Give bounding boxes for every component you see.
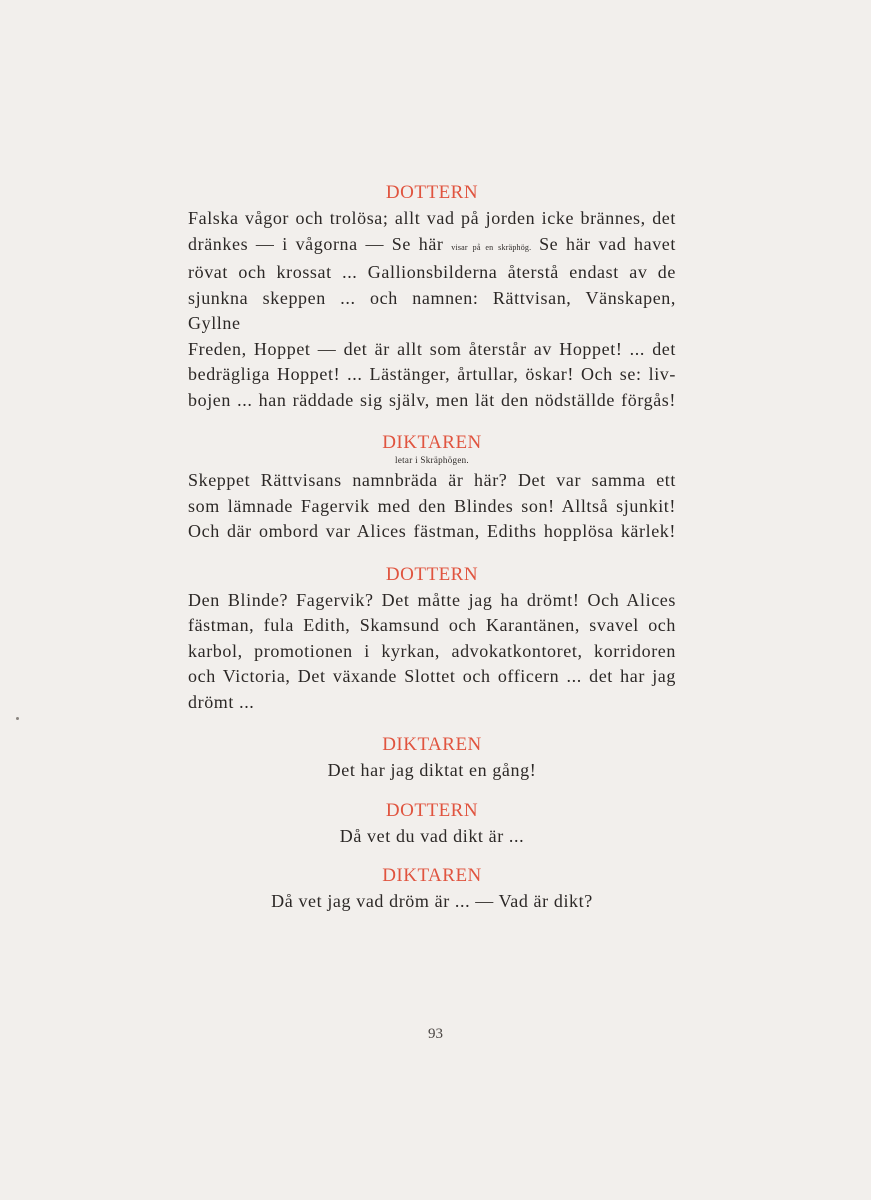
speech-line: Då vet jag vad dröm är ... — Vad är dikt? bbox=[271, 891, 593, 911]
speech-line: och Victoria, Det växande Slottet och officern ... det har jag bbox=[188, 666, 676, 686]
speech-line: Då vet du vad dikt är ... bbox=[339, 825, 525, 846]
speech-line: drömt ... bbox=[188, 691, 255, 712]
speech-line bbox=[188, 232, 676, 261]
speech-line: Falska vågor och trolösa; allt vad på jorden icke brännes, det bbox=[188, 208, 676, 228]
speech-line: Och där ombord var Alices fästman, Ediths hopplösa kärlek! bbox=[188, 521, 676, 541]
speech-line: som lämnade Fagervik med den Blindes son! Alltså sjunkit! bbox=[188, 495, 676, 516]
speech-line: fästman, fula Edith, Skamsund och Karantänen, svavel och bbox=[188, 615, 676, 635]
speech-fragment: Se här vad havet bbox=[539, 233, 676, 254]
dialogue-block bbox=[188, 863, 676, 915]
speech-line: Den Blinde? Fagervik? Det måtte jag ha drömt! Och Alices bbox=[188, 589, 676, 610]
speech-line: rövat och krossat ... Gallionsbilderna återstå endast av de bbox=[188, 262, 676, 282]
speaker-name: DIKTAREN bbox=[382, 432, 482, 453]
paper-speck bbox=[16, 717, 19, 720]
speech-fragment: dränkes — i vågorna — Se här bbox=[188, 233, 444, 254]
dialogue-block bbox=[188, 732, 676, 784]
speaker-name: DOTTERN bbox=[385, 799, 479, 821]
speaker-name: DOTTERN bbox=[385, 182, 479, 203]
speech-line: karbol, promotionen i kyrkan, advokatkontoret, korridoren bbox=[188, 640, 676, 661]
speaker-name: DIKTAREN bbox=[382, 865, 482, 886]
speech-line: bojen ... han räddade sig själv, men lät den nödställde förgås! bbox=[188, 389, 676, 410]
speech-line: Skeppet Rättvisans namnbräda är här? Det var samma ett bbox=[188, 470, 676, 490]
dialogue-block bbox=[188, 562, 676, 716]
dialogue-block bbox=[188, 430, 676, 545]
speech-line: bedrägliga Hoppet! ... Lästänger, årtullar, öskar! Och se: liv- bbox=[188, 364, 676, 384]
speech-line: Freden, Hoppet — det är allt som återstår av Hoppet! ... det bbox=[188, 338, 676, 359]
dialogue-text bbox=[188, 180, 676, 932]
speaker-name: DIKTAREN bbox=[382, 734, 482, 755]
stage-direction: visar på en skräphög. bbox=[451, 242, 532, 252]
page-number: 93 bbox=[428, 1026, 443, 1042]
dialogue-block bbox=[188, 180, 676, 413]
speech-line: sjunkna skeppen ... och namnen: Rättvisan, Vänskapen, Gyllne bbox=[188, 287, 676, 333]
speech-line: Det har jag diktat en gång! bbox=[327, 760, 537, 780]
stage-direction: letar i Skräphögen. bbox=[395, 455, 469, 465]
dialogue-block bbox=[188, 798, 676, 850]
speaker-name: DOTTERN bbox=[385, 563, 479, 585]
